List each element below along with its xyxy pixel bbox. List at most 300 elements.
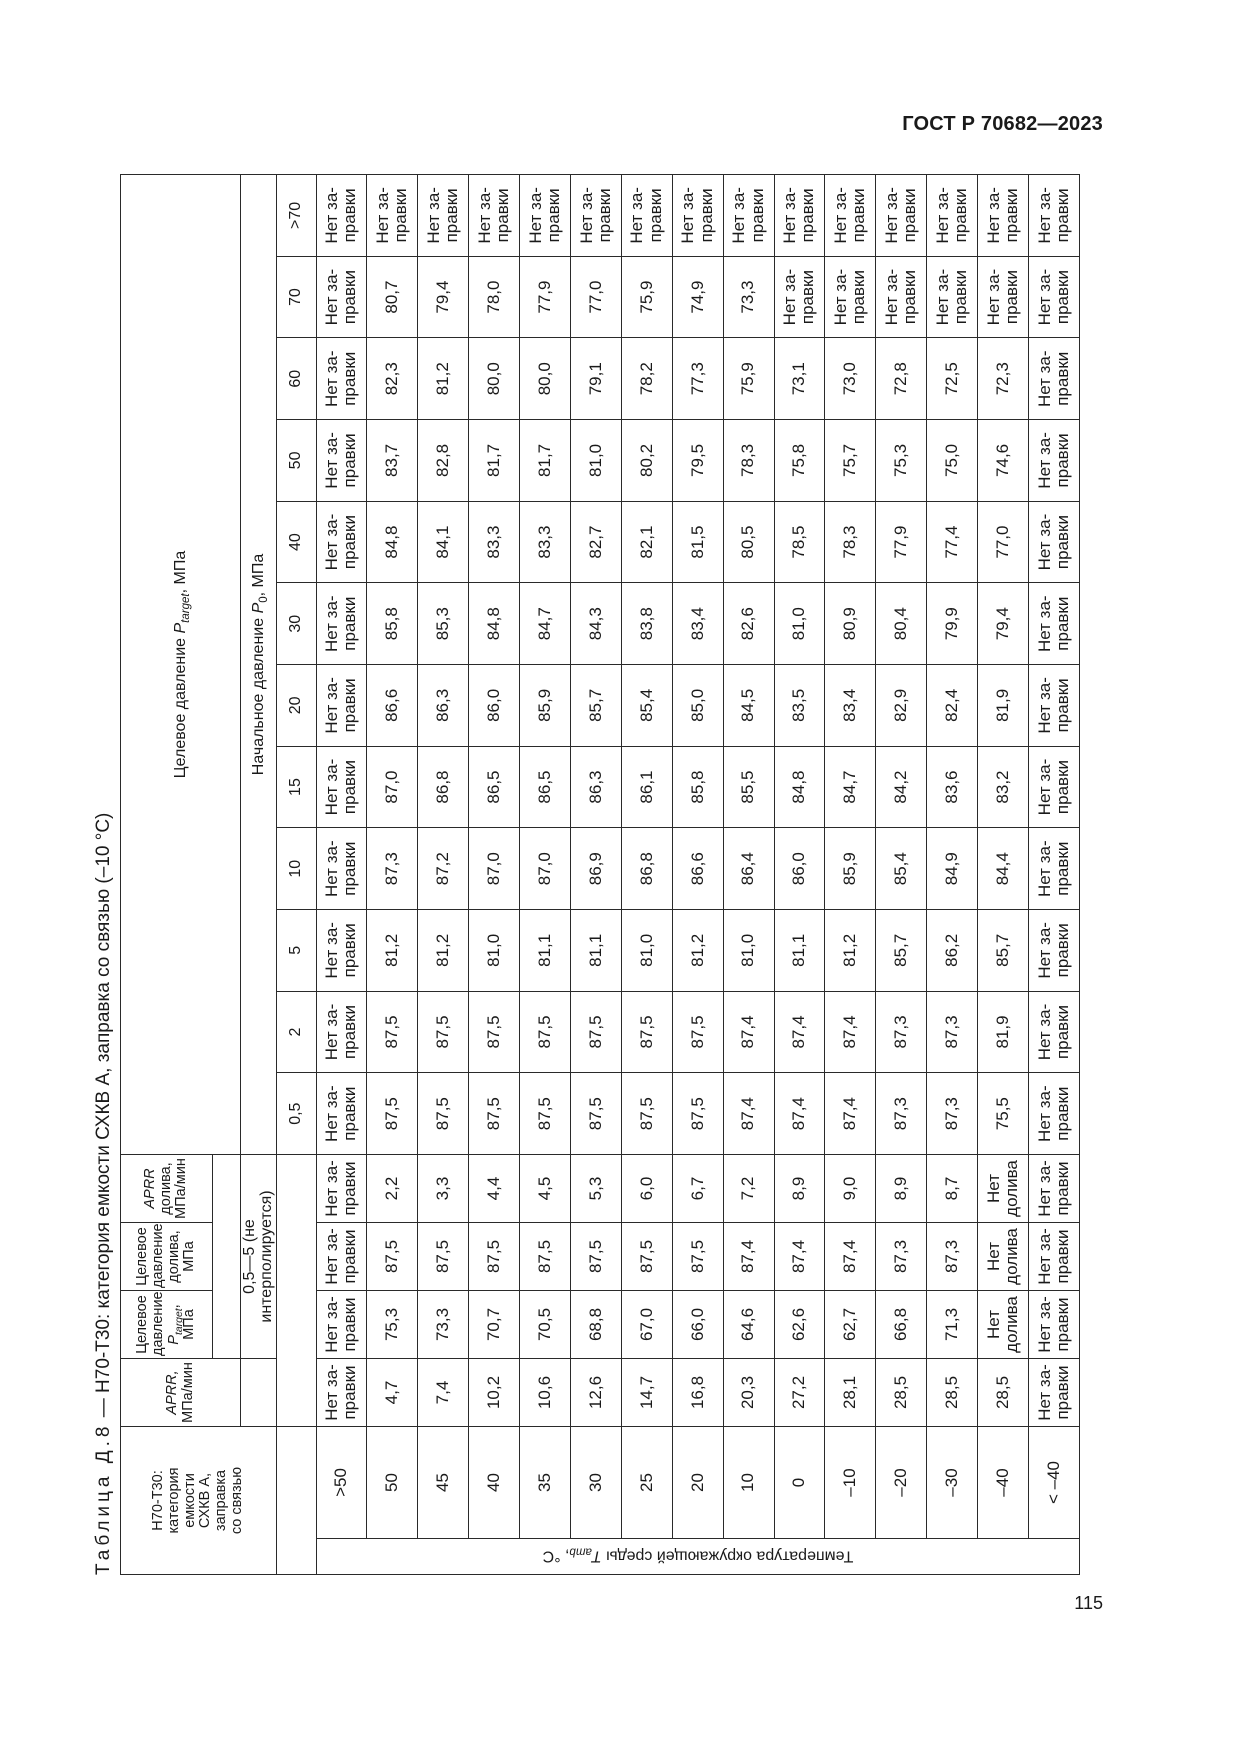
table-caption-text: — H70-T30: категория емкости СХКВ А, заправка со связью (–10 °C) bbox=[93, 812, 114, 1423]
target-pressure-value-cell: Нет за- правки bbox=[1029, 338, 1080, 420]
aprr-cell: 4,7 bbox=[367, 1358, 418, 1426]
target-topoff-pressure-cell: Нет долива bbox=[978, 1222, 1029, 1290]
target-pressure-value-cell: 87,4 bbox=[825, 991, 876, 1073]
table-caption bbox=[90, 175, 118, 1575]
target-pressure-value-cell: 73,0 bbox=[825, 338, 876, 420]
target-pressure-value-cell: 86,0 bbox=[469, 665, 520, 747]
aprr-topoff-cell: 4,5 bbox=[520, 1154, 571, 1222]
target-pressure-value-cell: 87,0 bbox=[520, 828, 571, 910]
target-pressure-value-cell: 87,5 bbox=[621, 1073, 672, 1155]
page-number: 115 bbox=[1074, 1593, 1103, 1613]
target-pressure-value-cell: 82,8 bbox=[418, 420, 469, 502]
initial-pressure-value: 40 bbox=[276, 501, 316, 583]
aprr-topoff-cell: Нет за- правки bbox=[1029, 1154, 1080, 1222]
target-pressure-value-cell: Нет за- правки bbox=[978, 174, 1029, 256]
target-pressure-value-cell: Нет за- правки bbox=[672, 174, 723, 256]
target-pressure-value-cell: Нет за- правки bbox=[316, 828, 367, 910]
target-pressure-value-cell: 81,9 bbox=[978, 991, 1029, 1073]
target-pressure-value-cell: Нет за- правки bbox=[927, 256, 978, 338]
target-pressure-value-cell: 87,3 bbox=[367, 828, 418, 910]
initial-pressure-header bbox=[241, 174, 277, 1154]
target-pressure-value-cell: Нет за- правки bbox=[316, 174, 367, 256]
target-pressure-value-cell: 85,7 bbox=[570, 665, 621, 747]
target-pressure-value-cell: 84,2 bbox=[876, 746, 927, 828]
target-topoff-pressure-cell: 87,5 bbox=[570, 1222, 621, 1290]
aprr-cell: 12,6 bbox=[570, 1358, 621, 1426]
target-pressure-value-cell: Нет за- правки bbox=[876, 174, 927, 256]
target-pressure-value-cell: Нет за- правки bbox=[1029, 420, 1080, 502]
ambient-temperature-cell: 10 bbox=[723, 1426, 774, 1538]
aprr-topoff-cell: 8,9 bbox=[876, 1154, 927, 1222]
target-pressure-value-cell: 81,7 bbox=[469, 420, 520, 502]
target-pressure-value-cell: 84,5 bbox=[723, 665, 774, 747]
target-topoff-pressure-cell: 87,4 bbox=[825, 1222, 876, 1290]
corner-header-line: H70-T30: bbox=[150, 1470, 167, 1531]
initial-pressure-subscript: 0 bbox=[257, 596, 270, 603]
ambient-temperature-cell: 35 bbox=[520, 1426, 571, 1538]
initial-pressure-value: 5 bbox=[276, 910, 316, 992]
aprr-cell: 28,5 bbox=[978, 1358, 1029, 1426]
target-pressure-cell: 71,3 bbox=[927, 1290, 978, 1358]
target-pressure-value-cell: 83,2 bbox=[978, 746, 1029, 828]
target-pressure-value-cell: 85,5 bbox=[723, 746, 774, 828]
aprr-topoff-cell: 5,3 bbox=[570, 1154, 621, 1222]
target-pressure-value-cell: Нет за- правки bbox=[316, 1073, 367, 1155]
target-pressure-cell: 70,5 bbox=[520, 1290, 571, 1358]
target-pressure-value-cell: 81,1 bbox=[570, 910, 621, 992]
aprr-cell: 14,7 bbox=[621, 1358, 672, 1426]
target-pressure-header bbox=[121, 1290, 213, 1358]
target-pressure-value-cell: Нет за- правки bbox=[316, 910, 367, 992]
aprr-topoff-cell: 4,4 bbox=[469, 1154, 520, 1222]
table-row bbox=[367, 174, 418, 1574]
aprr-header-symbol: APRR, bbox=[163, 1370, 180, 1415]
target-pressure-value-cell: Нет за- правки bbox=[723, 174, 774, 256]
target-pressure-unit: , МПа bbox=[165, 1304, 198, 1340]
target-pressure-value-cell: 81,2 bbox=[825, 910, 876, 992]
target-pressure-value-cell: 85,7 bbox=[876, 910, 927, 992]
target-pressure-value-cell: Нет за- правки bbox=[978, 256, 1029, 338]
target-pressure-cell: 73,3 bbox=[418, 1290, 469, 1358]
ambient-temperature-cell: < –40 bbox=[1029, 1426, 1080, 1538]
target-pressure-value-cell: 87,4 bbox=[723, 1073, 774, 1155]
aprr-cell: 20,3 bbox=[723, 1358, 774, 1426]
initial-pressure-value: 2 bbox=[276, 991, 316, 1073]
target-pressure-value-cell: 87,5 bbox=[469, 991, 520, 1073]
target-pressure-value-cell: 87,5 bbox=[672, 1073, 723, 1155]
target-pressure-value-cell: 87,3 bbox=[927, 1073, 978, 1155]
table-row bbox=[520, 174, 571, 1574]
target-pressure-value-cell: 87,5 bbox=[469, 1073, 520, 1155]
target-pressure-value-cell: 81,0 bbox=[621, 910, 672, 992]
aprr-topoff-cell: 2,2 bbox=[367, 1154, 418, 1222]
target-pressure-value-cell: 83,3 bbox=[469, 501, 520, 583]
target-pressure-value-cell: 75,9 bbox=[723, 338, 774, 420]
target-pressure-value-cell: 78,5 bbox=[774, 501, 825, 583]
aprr-topoff-cell: 9,0 bbox=[825, 1154, 876, 1222]
table-row bbox=[825, 174, 876, 1574]
target-pressure-value-cell: 81,0 bbox=[774, 583, 825, 665]
target-pressure-value-cell: 82,7 bbox=[570, 501, 621, 583]
target-pressure-value-cell: 87,4 bbox=[825, 1073, 876, 1155]
ambient-temperature-cell: –10 bbox=[825, 1426, 876, 1538]
ambient-temperature-label-part: Температура окружающей среды bbox=[601, 1548, 854, 1566]
group-header-symbol: P bbox=[171, 622, 189, 634]
ambient-temperature-label-part: , °C bbox=[542, 1548, 570, 1566]
ambient-temperature-cell: >50 bbox=[316, 1426, 367, 1538]
table-row bbox=[570, 174, 621, 1574]
target-pressure-value-cell: 86,5 bbox=[520, 746, 571, 828]
target-pressure-value-cell: 81,0 bbox=[570, 420, 621, 502]
table-row bbox=[978, 174, 1029, 1574]
target-pressure-cell: 68,8 bbox=[570, 1290, 621, 1358]
header-spacer-cell bbox=[213, 1154, 241, 1358]
target-pressure-value-cell: 87,5 bbox=[418, 991, 469, 1073]
corner-header-cell bbox=[121, 1426, 277, 1574]
target-pressure-value-cell: 82,1 bbox=[621, 501, 672, 583]
aprr-topoff-cell: 8,9 bbox=[774, 1154, 825, 1222]
initial-pressure-value: >70 bbox=[276, 174, 316, 256]
aprr-topoff-cell: 6,0 bbox=[621, 1154, 672, 1222]
target-pressure-cell: Нет за- правки bbox=[316, 1290, 367, 1358]
aprr-topoff-symbol: APRR bbox=[142, 1168, 159, 1209]
target-pressure-value-cell: 80,0 bbox=[469, 338, 520, 420]
target-pressure-value-cell: 84,9 bbox=[927, 828, 978, 910]
target-pressure-value-cell: 84,4 bbox=[978, 828, 1029, 910]
group-header-text: Целевое давление bbox=[171, 633, 189, 779]
target-pressure-value-cell: 77,9 bbox=[520, 256, 571, 338]
document-code: ГОСТ Р 70682—2023 bbox=[902, 113, 1103, 135]
target-pressure-value-cell: 87,0 bbox=[367, 746, 418, 828]
aprr-cell: 16,8 bbox=[672, 1358, 723, 1426]
target-pressure-value-cell: 87,0 bbox=[469, 828, 520, 910]
ambient-temperature-cell: –20 bbox=[876, 1426, 927, 1538]
corner-header-line: категория bbox=[165, 1467, 182, 1534]
initial-pressure-value: 30 bbox=[276, 583, 316, 665]
target-pressure-value-cell: Нет за- правки bbox=[1029, 991, 1080, 1073]
target-pressure-value-cell: Нет за- правки bbox=[1029, 746, 1080, 828]
target-pressure-value-cell: 81,0 bbox=[469, 910, 520, 992]
aprr-cell: 28,1 bbox=[825, 1358, 876, 1426]
target-pressure-value-cell: 86,5 bbox=[469, 746, 520, 828]
target-pressure-value-cell: 73,3 bbox=[723, 256, 774, 338]
target-pressure-value-cell: 81,2 bbox=[418, 910, 469, 992]
target-pressure-value-cell: 75,0 bbox=[927, 420, 978, 502]
target-pressure-cell: 62,6 bbox=[774, 1290, 825, 1358]
target-pressure-value-cell: 86,4 bbox=[723, 828, 774, 910]
target-pressure-value-cell: Нет за- правки bbox=[1029, 501, 1080, 583]
target-pressure-value-cell: 82,3 bbox=[367, 338, 418, 420]
ambient-temperature-cell: –40 bbox=[978, 1426, 1029, 1538]
target-pressure-value-cell: 75,5 bbox=[978, 1073, 1029, 1155]
target-pressure-value-cell: Нет за- правки bbox=[1029, 174, 1080, 256]
ambient-temperature-label-text bbox=[542, 1545, 854, 1566]
aprr-cell: 27,2 bbox=[774, 1358, 825, 1426]
target-pressure-value-cell: Нет за- правки bbox=[316, 583, 367, 665]
target-pressure-value-cell: Нет за- правки bbox=[316, 991, 367, 1073]
target-pressure-value-cell: 83,7 bbox=[367, 420, 418, 502]
ambient-temperature-label-part: amb bbox=[569, 1545, 592, 1558]
target-pressure-value-cell: 80,9 bbox=[825, 583, 876, 665]
target-pressure-value-cell: Нет за- правки bbox=[316, 256, 367, 338]
target-pressure-cell: 70,7 bbox=[469, 1290, 520, 1358]
target-pressure-value-cell: Нет за- правки bbox=[570, 174, 621, 256]
aprr-topoff-cell: 8,7 bbox=[927, 1154, 978, 1222]
target-pressure-value-cell: Нет за- правки bbox=[1029, 665, 1080, 747]
target-pressure-cell: 64,6 bbox=[723, 1290, 774, 1358]
target-pressure-cell: 62,7 bbox=[825, 1290, 876, 1358]
target-pressure-value-cell: 78,3 bbox=[723, 420, 774, 502]
target-pressure-group-header bbox=[121, 174, 241, 1154]
target-pressure-value-cell: 87,5 bbox=[570, 1073, 621, 1155]
target-pressure-value-cell: 78,0 bbox=[469, 256, 520, 338]
aprr-header bbox=[121, 1358, 241, 1426]
target-topoff-pressure-cell: 87,5 bbox=[621, 1222, 672, 1290]
target-topoff-pressure-cell: 87,5 bbox=[418, 1222, 469, 1290]
target-pressure-cell: 66,0 bbox=[672, 1290, 723, 1358]
not-interpolated-header: 0,5—5 (не интерполируется) bbox=[241, 1154, 277, 1358]
target-pressure-cell: Нет за- правки bbox=[1029, 1290, 1080, 1358]
target-pressure-value-cell: 73,1 bbox=[774, 338, 825, 420]
target-pressure-value-cell: 84,3 bbox=[570, 583, 621, 665]
aprr-cell: 28,5 bbox=[876, 1358, 927, 1426]
target-pressure-value-cell: 81,1 bbox=[774, 910, 825, 992]
target-pressure-value-cell: 85,7 bbox=[978, 910, 1029, 992]
target-pressure-value-cell: 86,0 bbox=[774, 828, 825, 910]
target-pressure-value-cell: Нет за- правки bbox=[1029, 828, 1080, 910]
target-pressure-value-cell: 77,0 bbox=[570, 256, 621, 338]
target-pressure-value-cell: 75,9 bbox=[621, 256, 672, 338]
target-pressure-value-cell: Нет за- правки bbox=[927, 174, 978, 256]
target-pressure-value-cell: Нет за- правки bbox=[367, 174, 418, 256]
target-pressure-value-cell: 77,3 bbox=[672, 338, 723, 420]
target-pressure-value-cell: Нет за- правки bbox=[621, 174, 672, 256]
target-pressure-value-cell: 83,3 bbox=[520, 501, 571, 583]
initial-pressure-value: 0,5 bbox=[276, 1073, 316, 1155]
target-pressure-value-cell: 83,8 bbox=[621, 583, 672, 665]
target-pressure-value-cell: 87,5 bbox=[570, 991, 621, 1073]
target-pressure-value-cell: Нет за- правки bbox=[825, 174, 876, 256]
target-pressure-value-cell: 83,4 bbox=[672, 583, 723, 665]
corner-header-line: СХКВ А, bbox=[197, 1472, 214, 1529]
table-body bbox=[316, 174, 1079, 1574]
target-pressure-value-cell: 85,8 bbox=[367, 583, 418, 665]
target-pressure-value-cell: 79,4 bbox=[418, 256, 469, 338]
ambient-temperature-cell: –30 bbox=[927, 1426, 978, 1538]
target-pressure-value-cell: 78,2 bbox=[621, 338, 672, 420]
ambient-temperature-cell: 50 bbox=[367, 1426, 418, 1538]
header-spacer-cell bbox=[276, 1154, 316, 1426]
target-pressure-value-cell: Нет за- правки bbox=[418, 174, 469, 256]
header-spacer-cell bbox=[241, 1358, 277, 1426]
table-row bbox=[469, 174, 520, 1574]
target-pressure-value-cell: 84,8 bbox=[469, 583, 520, 665]
target-pressure-value-cell: 87,5 bbox=[621, 991, 672, 1073]
ambient-temperature-cell: 40 bbox=[469, 1426, 520, 1538]
aprr-cell: 10,2 bbox=[469, 1358, 520, 1426]
target-pressure-value-cell: 75,7 bbox=[825, 420, 876, 502]
aprr-topoff-header bbox=[121, 1154, 213, 1222]
target-pressure-value-cell: 83,5 bbox=[774, 665, 825, 747]
target-pressure-value-cell: Нет за- правки bbox=[825, 256, 876, 338]
target-pressure-value-cell: 82,4 bbox=[927, 665, 978, 747]
ambient-temperature-cell: 0 bbox=[774, 1426, 825, 1538]
initial-pressure-symbol: P bbox=[249, 602, 267, 614]
table-row bbox=[723, 174, 774, 1574]
target-pressure-value-cell: 87,3 bbox=[927, 991, 978, 1073]
aprr-topoff-cell: 6,7 bbox=[672, 1154, 723, 1222]
target-pressure-value-cell: 84,7 bbox=[825, 746, 876, 828]
target-topoff-pressure-cell: 87,4 bbox=[723, 1222, 774, 1290]
target-pressure-value-cell: 87,4 bbox=[774, 991, 825, 1073]
target-pressure-value-cell: 80,0 bbox=[520, 338, 571, 420]
corner-header-line: со связью bbox=[228, 1466, 245, 1535]
corner-header-line: емкости bbox=[181, 1473, 198, 1528]
target-pressure-value-cell: 82,6 bbox=[723, 583, 774, 665]
target-pressure-value-cell: Нет за- правки bbox=[469, 174, 520, 256]
aprr-topoff-unit: долива, МПа/мин bbox=[157, 1158, 190, 1219]
group-header-unit: , МПа bbox=[171, 550, 189, 594]
target-pressure-value-cell: 85,4 bbox=[621, 665, 672, 747]
target-pressure-value-cell: 87,5 bbox=[672, 991, 723, 1073]
target-pressure-header-text: Целевое давление bbox=[134, 1291, 166, 1356]
table-row bbox=[1029, 174, 1080, 1574]
table-row bbox=[774, 174, 825, 1574]
target-pressure-value-cell: 86,9 bbox=[570, 828, 621, 910]
target-pressure-value-cell: Нет за- правки bbox=[1029, 583, 1080, 665]
target-pressure-value-cell: 86,6 bbox=[672, 828, 723, 910]
group-header-subscript: target bbox=[180, 593, 193, 623]
aprr-cell: Нет за- правки bbox=[316, 1358, 367, 1426]
target-pressure-value-cell: 87,5 bbox=[520, 991, 571, 1073]
target-pressure-value-cell: Нет за- правки bbox=[876, 256, 927, 338]
target-pressure-value-cell: 83,6 bbox=[927, 746, 978, 828]
target-pressure-value-cell: Нет за- правки bbox=[774, 256, 825, 338]
aprr-topoff-cell: 7,2 bbox=[723, 1154, 774, 1222]
initial-pressure-value: 50 bbox=[276, 420, 316, 502]
aprr-topoff-cell: Нет за- правки bbox=[316, 1154, 367, 1222]
target-pressure-value-cell: 81,9 bbox=[978, 665, 1029, 747]
initial-pressure-value: 60 bbox=[276, 338, 316, 420]
target-pressure-value-cell: 85,3 bbox=[418, 583, 469, 665]
initial-pressure-value: 20 bbox=[276, 665, 316, 747]
target-pressure-value-cell: 84,8 bbox=[367, 501, 418, 583]
target-pressure-value-cell: 79,5 bbox=[672, 420, 723, 502]
target-pressure-value-cell: 77,4 bbox=[927, 501, 978, 583]
header-spacer-cell bbox=[276, 1426, 316, 1574]
target-pressure-value-cell: 87,4 bbox=[723, 991, 774, 1073]
target-pressure-value-cell: 86,3 bbox=[418, 665, 469, 747]
table-row bbox=[418, 174, 469, 1574]
target-topoff-pressure-cell: Нет за- правки bbox=[316, 1222, 367, 1290]
target-pressure-value-cell: 81,0 bbox=[723, 910, 774, 992]
target-topoff-pressure-header: Целевое давление долива, МПа bbox=[121, 1222, 213, 1290]
target-pressure-value-cell: 79,1 bbox=[570, 338, 621, 420]
target-pressure-value-cell: Нет за- правки bbox=[1029, 256, 1080, 338]
initial-pressure-value: 15 bbox=[276, 746, 316, 828]
table-row bbox=[621, 174, 672, 1574]
table-head bbox=[121, 174, 317, 1574]
target-pressure-value-cell: 81,5 bbox=[672, 501, 723, 583]
target-pressure-value-cell: 84,1 bbox=[418, 501, 469, 583]
table-row bbox=[316, 174, 367, 1574]
target-pressure-value-cell: 87,5 bbox=[520, 1073, 571, 1155]
target-pressure-value-cell: 78,3 bbox=[825, 501, 876, 583]
target-pressure-value-cell: 80,7 bbox=[367, 256, 418, 338]
target-topoff-pressure-cell: 87,5 bbox=[469, 1222, 520, 1290]
target-pressure-value-cell: Нет за- правки bbox=[1029, 910, 1080, 992]
target-pressure-cell: Нет долива bbox=[978, 1290, 1029, 1358]
target-pressure-value-cell: 86,2 bbox=[927, 910, 978, 992]
target-pressure-value-cell: 74,9 bbox=[672, 256, 723, 338]
ambient-temperature-cell: 30 bbox=[570, 1426, 621, 1538]
target-pressure-value-cell: 72,8 bbox=[876, 338, 927, 420]
target-pressure-value-cell: 77,9 bbox=[876, 501, 927, 583]
target-pressure-value-cell: 85,9 bbox=[825, 828, 876, 910]
target-pressure-value-cell: 81,7 bbox=[520, 420, 571, 502]
target-pressure-value-cell: 86,8 bbox=[621, 828, 672, 910]
target-pressure-value-cell: Нет за- правки bbox=[316, 420, 367, 502]
target-pressure-value-cell: 84,8 bbox=[774, 746, 825, 828]
table-row bbox=[927, 174, 978, 1574]
target-pressure-subscript: target bbox=[173, 1308, 185, 1336]
target-pressure-cell: 75,3 bbox=[367, 1290, 418, 1358]
target-pressure-value-cell: 87,5 bbox=[367, 991, 418, 1073]
target-pressure-value-cell: 83,4 bbox=[825, 665, 876, 747]
data-table bbox=[120, 174, 1080, 1575]
target-pressure-value-cell: 80,4 bbox=[876, 583, 927, 665]
target-pressure-value-cell: 87,2 bbox=[418, 828, 469, 910]
target-pressure-value-cell: 81,2 bbox=[367, 910, 418, 992]
target-pressure-value-cell: 87,5 bbox=[418, 1073, 469, 1155]
aprr-cell: 28,5 bbox=[927, 1358, 978, 1426]
target-pressure-value-cell: 81,1 bbox=[520, 910, 571, 992]
target-pressure-value-cell: Нет за- правки bbox=[1029, 1073, 1080, 1155]
target-topoff-pressure-cell: Нет за- правки bbox=[1029, 1222, 1080, 1290]
target-topoff-pressure-cell: 87,5 bbox=[520, 1222, 571, 1290]
target-pressure-cell: 67,0 bbox=[621, 1290, 672, 1358]
aprr-cell: 7,4 bbox=[418, 1358, 469, 1426]
ambient-temperature-cell: 25 bbox=[621, 1426, 672, 1538]
target-pressure-value-cell: 79,4 bbox=[978, 583, 1029, 665]
target-pressure-value-cell: Нет за- правки bbox=[316, 665, 367, 747]
target-pressure-value-cell: 74,6 bbox=[978, 420, 1029, 502]
target-pressure-value-cell: 85,9 bbox=[520, 665, 571, 747]
target-pressure-value-cell: 77,0 bbox=[978, 501, 1029, 583]
target-pressure-value-cell: 81,2 bbox=[418, 338, 469, 420]
target-pressure-value-cell: 72,3 bbox=[978, 338, 1029, 420]
target-pressure-value-cell: 86,8 bbox=[418, 746, 469, 828]
target-pressure-symbol: P bbox=[165, 1335, 182, 1345]
target-topoff-pressure-cell: 87,3 bbox=[927, 1222, 978, 1290]
table-row bbox=[876, 174, 927, 1574]
target-pressure-value-cell: 82,9 bbox=[876, 665, 927, 747]
target-pressure-value-cell: 85,8 bbox=[672, 746, 723, 828]
target-pressure-value-cell: 86,6 bbox=[367, 665, 418, 747]
target-pressure-value-cell: Нет за- правки bbox=[520, 174, 571, 256]
target-pressure-value-cell: Нет за- правки bbox=[316, 746, 367, 828]
target-pressure-value-cell: 87,4 bbox=[774, 1073, 825, 1155]
target-pressure-value-cell: 86,3 bbox=[570, 746, 621, 828]
aprr-cell: 10,6 bbox=[520, 1358, 571, 1426]
target-pressure-value-cell: 85,0 bbox=[672, 665, 723, 747]
target-pressure-value-cell: 87,3 bbox=[876, 1073, 927, 1155]
target-pressure-value-cell: 87,3 bbox=[876, 991, 927, 1073]
table-row bbox=[672, 174, 723, 1574]
aprr-topoff-cell: Нет долива bbox=[978, 1154, 1029, 1222]
target-pressure-value-cell: 80,2 bbox=[621, 420, 672, 502]
initial-pressure-unit: , МПа bbox=[249, 553, 267, 597]
